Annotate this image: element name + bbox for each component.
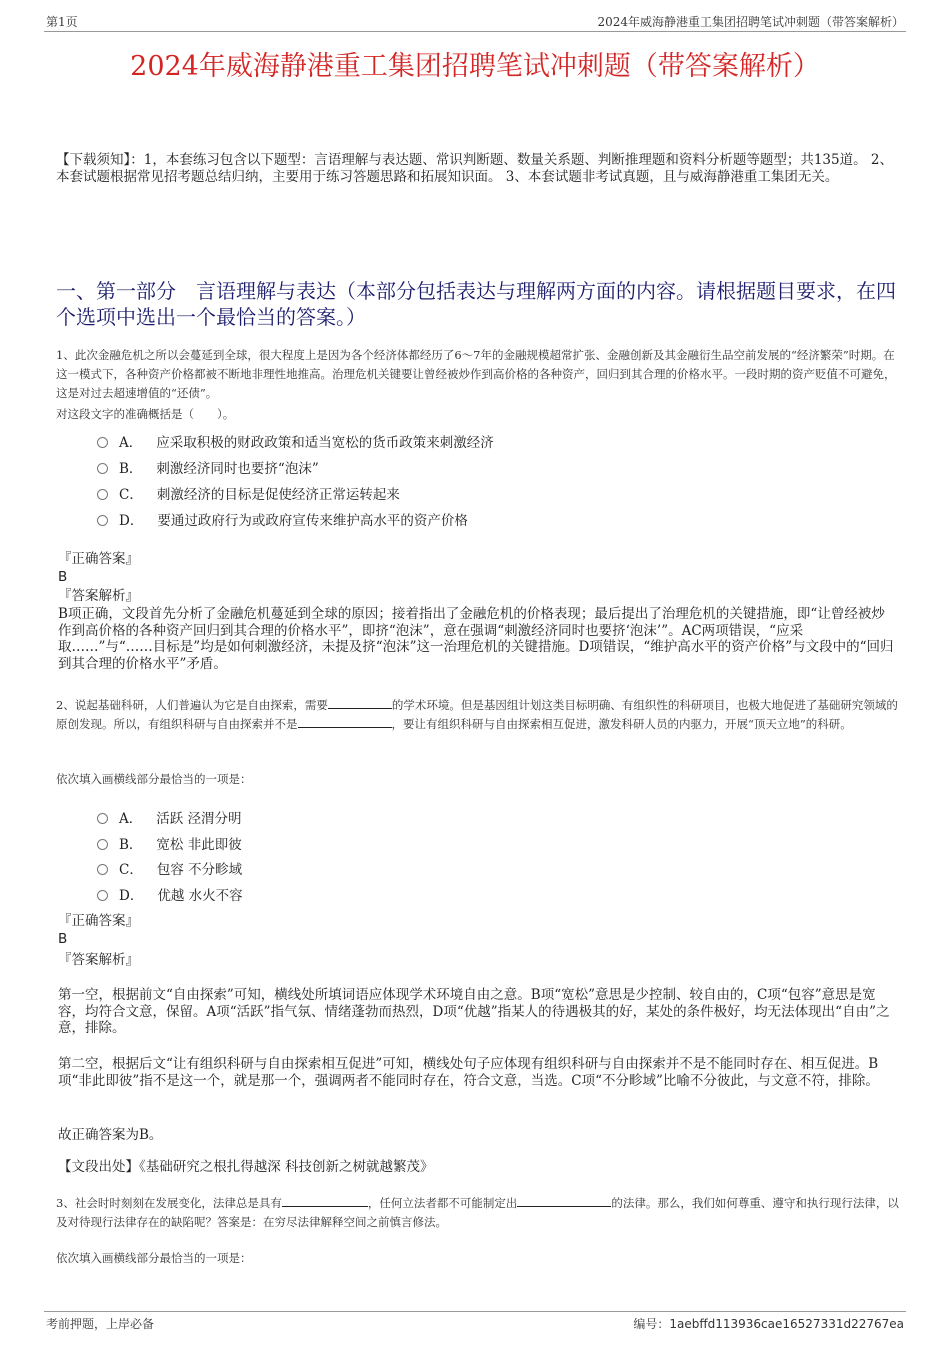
q2-analysis-para-3: 故正确答案为B。 (58, 1127, 163, 1143)
header-doc-name: 2024年威海静港重工集团招聘笔试冲刺题（带答案解析） (597, 15, 904, 29)
q2-correct-answer: B (58, 931, 68, 947)
section-heading: 一、第一部分 言语理解与表达（本部分包括表达与理解两方面的内容。请根据题目要求，在四个选项中选出一个最恰当的答案。） (56, 279, 896, 329)
q2-correct-label: 『正确答案』 (58, 913, 139, 929)
header-rule (44, 31, 906, 32)
blank-1 (328, 698, 392, 709)
question-1-prompt: 对这段文字的准确概括是（ ）。 (56, 407, 235, 421)
q2-analysis-para-1: 第一空，根据前文“自由探索”可知，横线处所填词语应体现学术环境自由之意。B项“宽松”意思是少控制、较自由的，C项“包容”意思是宽容，均符合文意，保留。A项“活跃”指气氛、情绪蓬勃而热烈，D项“优越”指某人的待遇极其的好，某处的条件极好，均无法体现出“自由”之意，排除。 (58, 987, 890, 1036)
q2-analysis-label: 『答案解析』 (58, 952, 139, 968)
page-title: 2024年威海静港重工集团招聘笔试冲刺题（带答案解析） (130, 51, 820, 82)
q1-analysis-label: 『答案解析』 (58, 588, 139, 604)
blank-2 (517, 1196, 611, 1207)
question-3-prompt: 依次填入画横线部分最恰当的一项是： (56, 1251, 252, 1265)
q2-option-d[interactable]: D． 优越 水火不容 (97, 884, 243, 904)
radio-icon[interactable] (97, 890, 108, 901)
q1-option-b[interactable]: B． 刺激经济同时也要挤“泡沫” (97, 457, 319, 477)
q2-source: 【文段出处】《基础研究之根扎得越深 科技创新之树就越繁茂》 (58, 1159, 434, 1175)
blank-2 (298, 717, 392, 728)
radio-icon[interactable] (97, 463, 108, 474)
radio-icon[interactable] (97, 864, 108, 875)
download-notice: 【下载须知】：1，本套练习包含以下题型：言语理解与表达题、常识判断题、数量关系题、判断推理题和资料分析题等题型；共135道。 2、本套试题根据常见招考题总结归纳，主要用于练习答题思路和拓展知识面。 3、本套试题非考试真题，且与威海静港重工集团无关。 (56, 152, 893, 185)
q1-correct-answer: B (58, 569, 68, 585)
q2-option-b[interactable]: B． 宽松 非此即彼 (97, 833, 242, 853)
question-2-prompt: 依次填入画横线部分最恰当的一项是： (56, 772, 252, 786)
blank-1 (282, 1196, 368, 1207)
footer-slogan: 考前押题，上岸必备 (46, 1317, 155, 1331)
q2-option-c[interactable]: C． 包容 不分畛域 (97, 858, 242, 878)
radio-icon[interactable] (97, 813, 108, 824)
radio-icon[interactable] (97, 489, 108, 500)
question-2-stem: 2、说起基础科研，人们普遍认为它是自由探索，需要 的学术环境。但是基因组计划这类目标明确、有组织性的科研项目，也极大地促进了基础研究领域的原创发现。所以，有组织科研与自由探索并不是 ，要让有组织科研与自由探索相互促进，激发科研人员的内驱力，开展“顶天立地”的科研。 (56, 698, 898, 731)
footer-rule (44, 1311, 906, 1312)
page-number: 第1页 (46, 15, 78, 29)
q1-option-c[interactable]: C． 刺激经济的目标是促使经济正常运转起来 (97, 483, 400, 503)
radio-icon[interactable] (97, 515, 108, 526)
footer-code: 编号：1aebffd113936cae16527331d22767ea (633, 1317, 904, 1331)
q1-analysis: B项正确，文段首先分析了金融危机蔓延到全球的原因；接着指出了金融危机的价格表现；最后提出了治理危机的关键措施，即“让曾经被炒作到高价格的各种资产回归到其合理的价格水平”，即挤“泡沫”，意在强调“刺激经济同时也要挤‘泡沫’”。AC两项错误，“应采取……”与“……目标是”均是如何刺激经济，未提及挤“泡沫”这一治理危机的关键措施。D项错误，“维护高水平的资产价格”与文段中的“回归到其合理的价格水平”矛盾。 (58, 606, 894, 672)
question-1-stem: 1、此次金融危机之所以会蔓延到全球，很大程度上是因为各个经济体都经历了6～7年的金融规模超常扩张、金融创新及其金融衍生品空前发展的“经济繁荣”时期。在这一模式下，各种资产价格都被不断地非理性地推高。治理危机关键要让曾经被炒作到高价格的各种资产，回归到其合理的价格水平。一段时期的资产贬值不可避免，这是对过去超速增值的“还债”。 (56, 348, 896, 400)
q1-option-d[interactable]: D． 要通过政府行为或政府宣传来维护高水平的资产价格 (97, 509, 468, 529)
q1-option-a[interactable]: A． 应采取积极的财政政策和适当宽松的货币政策来刺激经济 (97, 431, 494, 451)
radio-icon[interactable] (97, 437, 108, 448)
question-3-stem: 3、社会时时刻刻在发展变化，法律总是具有 ，任何立法者都不可能制定出 的法律。那么，我们如何尊重、遵守和执行现行法律，以及对待现行法律存在的缺陷呢？答案是：在穷尽法律解释空间之前慎言修法。 (56, 1196, 899, 1229)
q2-option-a[interactable]: A． 活跃 泾渭分明 (97, 807, 242, 827)
q2-analysis-para-2: 第二空，根据后文“让有组织科研与自由探索相互促进”可知，横线处句子应体现有组织科研与自由探索并不是不能同时存在、相互促进。B项“非此即彼”指不是这一个，就是那一个，强调两者不能同时存在，符合文意，当选。C项“不分畛域”比喻不分彼此，与文意不符，排除。 (58, 1056, 879, 1089)
radio-icon[interactable] (97, 839, 108, 850)
q1-correct-label: 『正确答案』 (58, 551, 139, 567)
